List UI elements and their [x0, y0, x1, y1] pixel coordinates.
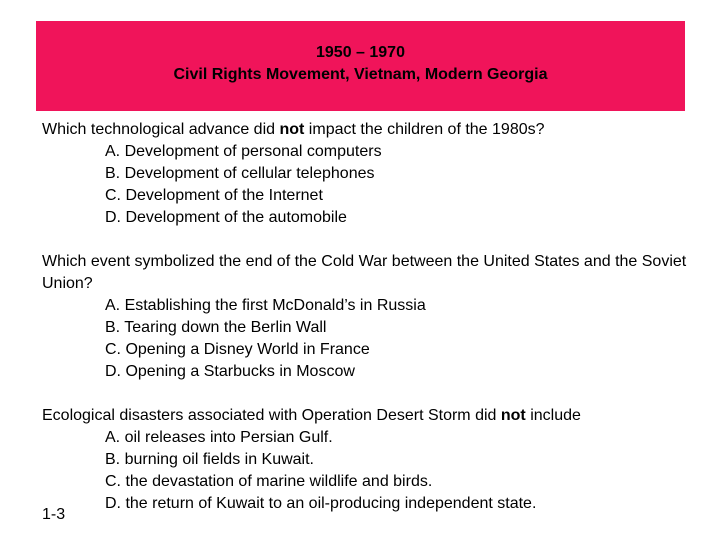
emphasis-text: not: [279, 121, 305, 138]
answer-option: D. Development of the automobile: [105, 209, 347, 226]
page-title: [36, 42, 685, 86]
question-2: [42, 251, 702, 383]
emphasis-text: not: [500, 407, 526, 424]
answer-option: B. Development of cellular telephones: [105, 165, 375, 182]
answer-option: A. Establishing the first McDonald’s in Russia: [105, 297, 426, 314]
title-years: 1950 – 1970: [316, 44, 405, 61]
answer-option: B. burning oil fields in Kuwait.: [105, 451, 314, 468]
answer-option: C. the devastation of marine wildlife and birds.: [105, 473, 433, 490]
answer-option: D. Opening a Starbucks in Moscow: [105, 363, 355, 380]
question-list: [42, 119, 702, 515]
slide-code: 1-3: [42, 506, 66, 523]
question-prompt: Ecological disasters associated with Operation Desert Storm did not include: [42, 407, 581, 424]
answer-option: B. Tearing down the Berlin Wall: [105, 319, 327, 336]
question-prompt: Which technological advance did not impact the children of the 1980s?: [42, 121, 545, 138]
answer-option: C. Opening a Disney World in France: [105, 341, 370, 358]
header-banner: [36, 21, 685, 111]
title-topics: Civil Rights Movement, Vietnam, Modern Georgia: [173, 66, 548, 83]
question-prompt: Which event symbolized the end of the Cold War between the United States and the Soviet Union?: [42, 253, 687, 292]
answer-option: D. the return of Kuwait to an oil-producing independent state.: [105, 495, 537, 512]
answer-option: A. Development of personal computers: [105, 143, 382, 160]
answer-option: C. Development of the Internet: [105, 187, 323, 204]
question-1: [42, 119, 702, 229]
question-3: [42, 405, 702, 515]
answer-option: A. oil releases into Persian Gulf.: [105, 429, 333, 446]
